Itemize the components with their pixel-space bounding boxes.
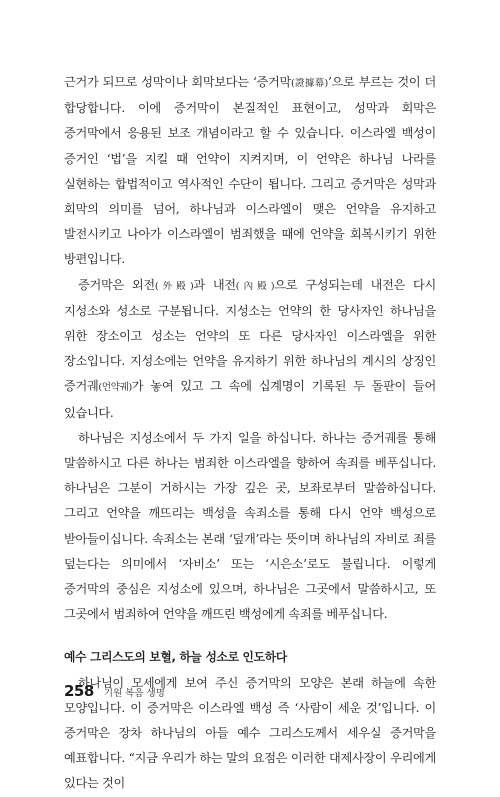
paragraph-2-part-4: 가 놓여 있고 그 속에 십계명이 기록된 두 돌판이 들어 있습니다. <box>64 379 436 420</box>
paragraph-2-part-3: 으로 구성되는데 내전은 다시 지성소와 성소로 구분됩니다. 지성소는 언약의 한 당사자인 하나님을 위한 장소이고 성소는 언약의 또 다른 당사자인 이스라엘을 위한 장소입니다. 지성소에는 언약을 유지하기 위한 하나님의 계시의 상징인 증거궤 <box>64 277 437 394</box>
paragraph-2-hanja-2: (內殿) <box>235 280 275 292</box>
paragraph-2-hanja-1: (外殿) <box>154 280 194 292</box>
paragraph-2 <box>64 273 436 426</box>
paragraph-3-part-1: 하나님은 지성소에서 두 가지 일을 하십니다. 하나는 증거궤를 통해 말씀하시고 다른 하나는 범죄한 이스라엘을 향하여 속죄를 베푸십니다. 하나님은 그분이 거하시는 가장 깊은 곳, 보좌로부터 말씀하십니다. 그리고 언약을 깨뜨리는 백성을 속죄소를 통해 다시 언약 백성으로 받아들이십니다. 속죄소는 본래 ‘덮개’라는 뜻이며 하나님의 자비로 죄를 덮는다는 의미에서 ‘자비소’ 또는 ‘시은소’로도 불립니다. 이렇게 증거막의 중심은 지성소에 있으며, 하나님은 그곳에서 말씀하시고, 또 그곳에서 범죄하여 언약을 깨뜨린 백성에게 속죄를 베푸십니다. <box>64 430 436 622</box>
page-footer <box>64 682 165 700</box>
running-title: 기원 복음 생명 <box>103 688 165 699</box>
paragraph-3 <box>64 426 436 628</box>
paragraph-2-part-1: 증거막은 외전 <box>78 277 155 292</box>
paragraph-1-part-1: 근거가 되므로 성막이나 회막보다는 ‘증거막 <box>64 75 291 89</box>
paragraph-2-part-2: 과 내전 <box>193 277 236 292</box>
paragraph-2-note: (언약궤) <box>98 382 132 394</box>
paragraph-1 <box>64 70 436 273</box>
section-paragraph-part-1: 하나님이 모세에게 보여 주신 증거막의 모양은 본래 하늘에 속한 모양입니다. 이 증거막은 이스라엘 백성 즉 ‘사람이 세운 것’입니다. 이 증거막은 장차 하나님의 아들 예수 그리스도께서 세우실 증거막을 예표합니다. “지금 우리가 하는 말의 요점은 이러한 대제사장이 우리에게 있다는 것이 <box>64 675 436 791</box>
section-heading: 예수 그리스도의 보혈, 하늘 성소로 인도하다 <box>64 650 287 665</box>
paragraph-1-hanja-1: (證據幕) <box>290 78 328 89</box>
page-number: 258 <box>64 682 94 700</box>
paragraph-1-part-2: ’으로 부르는 것이 더 합당합니다. 이에 증거막이 본질적인 표현이고, 성막과 회막은 증거막에서 응용된 보조 개념이라고 할 수 있습니다. 이스라엘 백성이 증거인 ‘법’을 지킬 때 언약이 지켜지며, 이 언약은 하나님 나라를 실현하는 합법적이고 역사적인 수단이 됩니다. 그리고 증거막은 성막과 회막의 의미를 넘어, 하나님과 이스라엘이 맺은 언약을 유지하고 발전시키고 나아가 이스라엘이 범죄했을 때에 언약을 회복시키기 위한 방편입니다. <box>64 75 436 267</box>
